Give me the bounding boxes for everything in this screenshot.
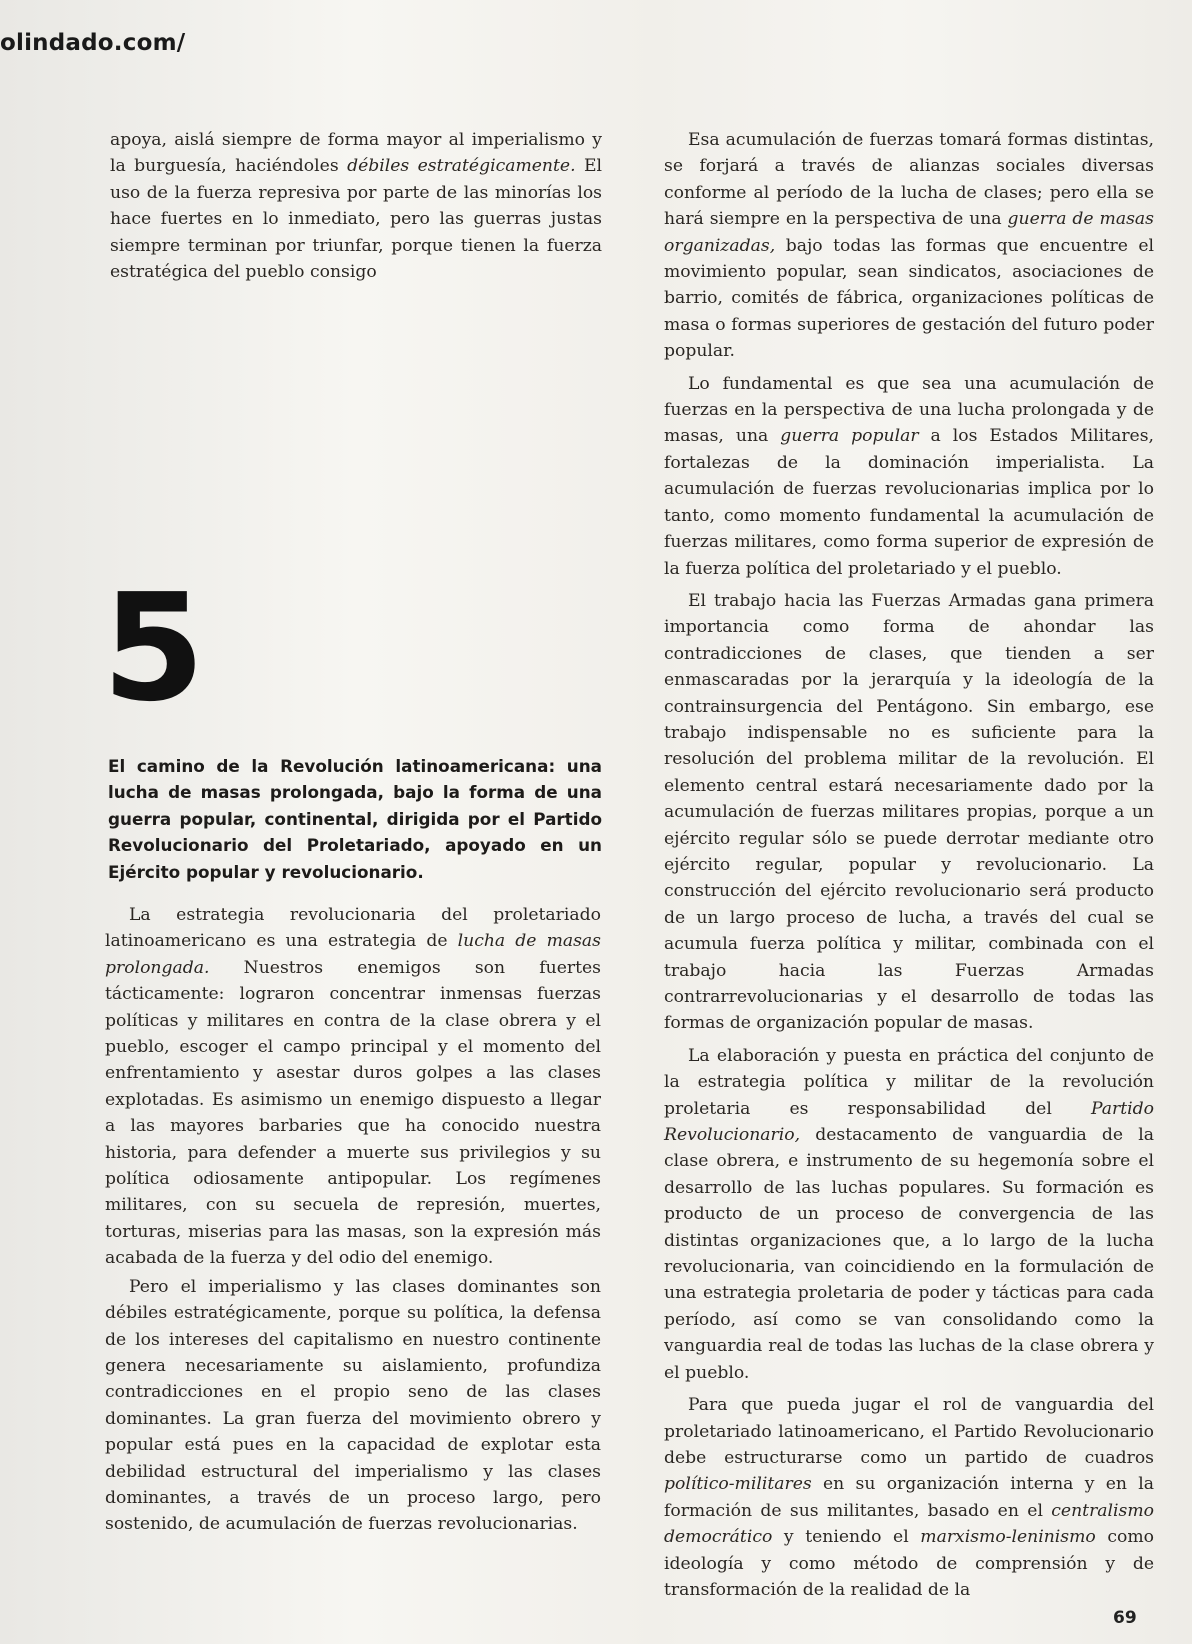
paragraph: Para que pueda jugar el rol de vanguardia del proletariado latinoamericano, el Partido Revolucionario debe estructurarse como un partido de cuadros político-militares en su organización interna y en la formación de sus militantes, basado en el centralismo democrático y teniendo el marxismo-leninismo como ideología y como método de comprensión y de transformación de la realidad de la <box>664 1395 1154 1600</box>
left-column-body <box>105 902 601 1538</box>
paragraph: Esa acumulación de fuerzas tomará formas distintas, se forjará a través de alianzas sociales diversas conforme al período de la lucha de clases; pero ella se hará siempre en la perspectiva de una guerra de masas organizadas, bajo todas las formas que encuentre el movimiento popular, sean sindicatos, asociaciones de barrio, comités de fábrica, organizaciones políticas de masa o formas superiores de gestación del futuro poder popular. <box>664 130 1154 362</box>
paragraph: La elaboración y puesta en práctica del conjunto de la estrategia política y militar de la revolución proletaria es responsabilidad del Partido Revolucionario, destacamento de vanguardia de la clase obrera, e instrumento de su hegemonía sobre el desarrollo de las luchas populares. Su formación es producto de un proceso de convergencia de las distintas organizaciones que, a lo largo de la lucha revolucionaria, van coincidiendo en la formulación de una estrategia proletaria de poder y tácticas para cada período, así como se van consolidando como la vanguardia real de todas las luchas de la clase obrera y el pueblo. <box>664 1045 1154 1383</box>
right-column <box>664 127 1154 1603</box>
paragraph: Pero el imperialismo y las clases dominantes son débiles estratégicamente, porque su política, la defensa de los intereses del capitalismo en nuestro continente genera necesariamente su aislamiento, profundiza contradicciones en el propio seno de las clases dominantes. La gran fuerza del movimiento obrero y popular está pues en la capacidad de explotar esta debilidad estructural del imperialismo y las clases dominantes, a través de un proceso largo, pero sostenido, de acumulación de fuerzas revolucionarias. <box>105 1276 601 1535</box>
paragraph: La estrategia revolucionaria del proletariado latinoamericano es una estrategia de lucha de masas prolongada. Nuestros enemigos son fuertes tácticamente: lograron concentrar inmensas fuerzas políticas y militares en contra de la clase obrera y el pueblo, escoger el campo principal y el momento del enfrentamiento y asestar duros golpes a las clases explotadas. Es asimismo un enemigo dispuesto a llegar a las mayores barbaries que ha conocido nuestra historia, para defender a muerte sus privilegios y su política odiosamente antipopular. Los regímenes militares, con su secuela de represión, muertes, torturas, miserias para las masas, son la expresión más acabada de la fuerza y del odio del enemigo. <box>105 905 601 1269</box>
paragraph: Lo fundamental es que sea una acumulación de fuerzas en la perspectiva de una lucha prolongada y de masas, una guerra popular a los Estados Militares, fortalezas de la dominación imperialista. La acumulación de fuerzas revolucionarias implica por lo tanto, como momento fundamental la acumulación de fuerzas militares, como forma superior de expresión de la fuerza política del proletariado y el pueblo. <box>664 373 1154 579</box>
chapter-number: 5 <box>102 562 205 734</box>
watermark-url: olindado.com/ <box>0 30 186 56</box>
paragraph: El trabajo hacia las Fuerzas Armadas gana primera importancia como forma de ahondar las contradicciones de clases, que tienden a ser enmascaradas por la jerarquía y la ideología de la contrainsurgencia del Pentágono. Sin embargo, ese trabajo indispensable no es suficiente para la resolución del problema militar de la revolución. El elemento central estará necesariamente dado por la acumulación de fuerzas militares propias, porque a un ejército regular sólo se puede derrotar mediante otro ejército regular, popular y revolucionario. La construcción del ejército revolucionario será producto de un largo proceso de lucha, a través del cual se acumula fuerza política y militar, combinada con el trabajo hacia las Fuerzas Armadas contrarrevolucionarias y el desarrollo de todas las formas de organización popular de masas. <box>664 590 1154 1034</box>
paragraph: apoya, aislá siempre de forma mayor al imperialismo y la burguesía, haciéndoles débiles estratégicamente. El uso de la fuerza represiva por parte de las minorías los hace fuertes en lo inmediato, pero las guerras justas siempre terminan por triunfar, porque tienen la fuerza estratégica del pueblo consigo <box>110 130 602 283</box>
page-number: 69 <box>1113 1608 1137 1628</box>
section-heading: El camino de la Revolución latinoamericana: una lucha de masas prolongada, bajo la forma de una guerra popular, continental, dirigida por el Partido Revolucionario del Proletariado, apoyado en un Ejército popular y revolucionario. <box>108 756 602 882</box>
left-column-top <box>110 127 602 285</box>
